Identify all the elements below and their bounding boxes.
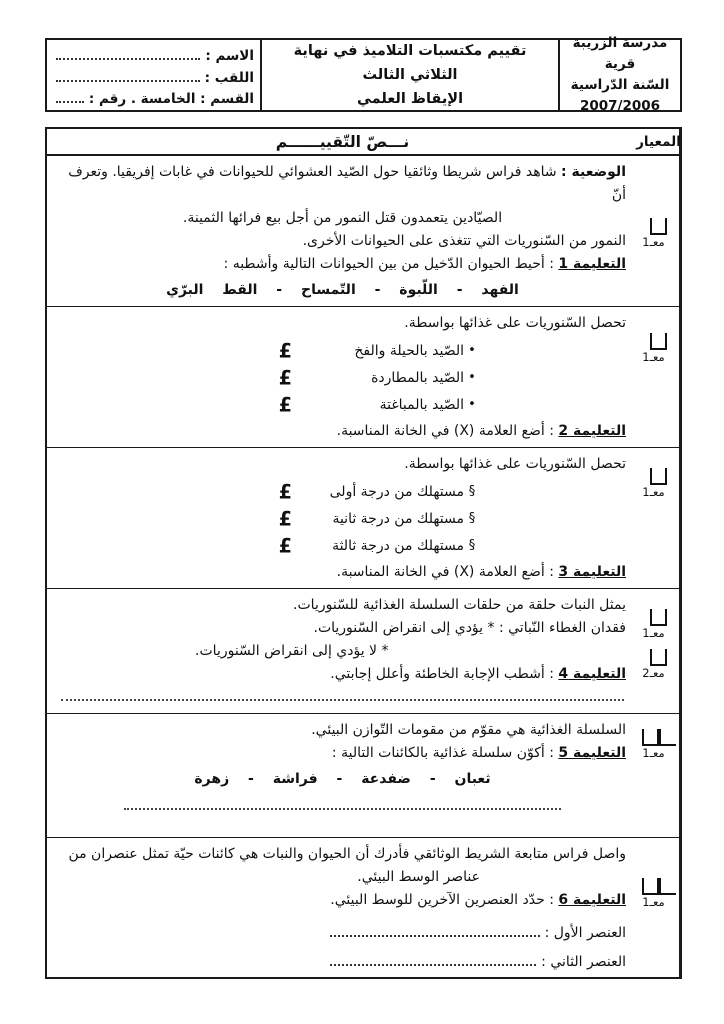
list-item: • الصّيد بالحيلة والفخ £ — [279, 337, 480, 364]
criterion-box[interactable] — [650, 609, 667, 626]
statement-line-3: * لا يؤدي إلى انقراض السّنوريات. — [195, 643, 389, 659]
criterion-mark — [642, 649, 669, 680]
bullet-icon: • — [468, 370, 476, 385]
class-label: القسم : الخامسة . رقم : — [88, 90, 254, 107]
criterion-mark — [642, 878, 676, 909]
criterion-mark — [642, 468, 669, 499]
list-item: § مستهلك من درجة ثالثة £ — [279, 532, 480, 559]
criterion-box[interactable] — [650, 468, 667, 485]
criterion-mark — [642, 729, 676, 760]
bullet-icon: • — [468, 343, 476, 358]
criterion-cell-5 — [638, 714, 680, 837]
criterion-mark — [642, 333, 669, 364]
exercise-5-content — [47, 714, 638, 837]
exercise-row-5 — [47, 713, 680, 837]
checkbox-glyph[interactable]: £ — [278, 506, 292, 531]
instruction-4-label: التعليمة 4 — [558, 666, 626, 682]
criterion-header: المعيار — [638, 129, 680, 154]
name-label: الاسم : — [205, 48, 254, 65]
instruction-2-label: التعليمة 2 — [558, 423, 626, 439]
list-item: • الصّيد بالمطاردة £ — [279, 364, 480, 391]
exercise-row-2 — [47, 306, 680, 447]
criterion-label: معـ1 — [642, 626, 665, 640]
exercise-6-content — [47, 838, 638, 977]
criterion-label: معـ1 — [642, 350, 665, 364]
criterion-label: معـ1 — [642, 895, 665, 909]
criterion-box[interactable] — [650, 218, 667, 235]
intro-line: تحصل السّنوريات على غذائها بواسطة. — [404, 456, 626, 472]
answer-line[interactable] — [61, 697, 624, 701]
bullet-icon: • — [468, 397, 476, 412]
statement-line-1: يمثل النبات حلقة من حلقات السلسلة الغذائية للسّنوريات. — [293, 597, 626, 613]
exercise-3-content — [47, 448, 638, 588]
criterion-cell-2 — [638, 307, 680, 447]
situation-line-2: الصيّادين يتعمدون قتل النمور من أجل بيع فرائها الثمينة. — [182, 210, 503, 226]
instruction-6-label: التعليمة 6 — [558, 892, 626, 908]
header-table — [45, 35, 682, 114]
checkbox-glyph[interactable]: £ — [278, 338, 292, 363]
instruction-3: التعليمة 3 : أضع العلامة (X) في الخانة المناسبة. — [336, 564, 626, 580]
criterion-label: معـ1 — [642, 746, 665, 760]
table-header-row — [47, 129, 680, 155]
school-year-value: 2007/2006 — [579, 98, 661, 114]
statement-line-1: واصل فراس متابعة الشريط الوثائقي فأدرك أن الحيوان والنبات هي كائنات حيّة تمثل عنصران من — [68, 846, 626, 862]
criterion-cell-6 — [638, 838, 680, 977]
instruction-1: التعليمة 1 : أحيط الحيوان الدّخيل من بين الحيوانات التالية وأشطبه : — [223, 256, 626, 272]
instruction-1-label: التعليمة 1 — [558, 256, 626, 272]
instruction-6: التعليمة 6 : حدّد العنصرين الآخرين للوسط البيئي. — [330, 892, 626, 908]
number-answer-line[interactable] — [56, 100, 84, 103]
name-answer-line[interactable] — [56, 57, 200, 60]
exam-title-cell — [260, 40, 558, 110]
exercise-4-content — [47, 589, 638, 713]
exercise-row-4 — [47, 588, 680, 713]
class-number-field — [53, 86, 254, 107]
criterion-label: معـ2 — [642, 666, 665, 680]
instruction-4: التعليمة 4 : أشطب الإجابة الخاطئة وأعلل إجابتي. — [330, 666, 626, 682]
criterion-label: معـ1 — [642, 485, 665, 499]
second-element-label: العنصر الثاني : — [541, 954, 626, 970]
exercise-row-6 — [47, 837, 680, 977]
statement-line-2: فقدان الغطاء النّباتي : * يؤدي إلى انقراض السّنوريات. — [313, 620, 626, 636]
evaluation-table — [45, 127, 682, 979]
first-element-answer-line[interactable] — [330, 934, 540, 937]
bullet-icon: § — [468, 511, 476, 526]
school-year-label: السّنة الدّراسية — [570, 77, 670, 93]
instruction-5-label: التعليمة 5 — [558, 745, 626, 761]
list-item: • الصّيد بالمباغتة £ — [279, 391, 480, 418]
school-info-cell — [558, 35, 680, 114]
first-element-field — [327, 925, 626, 941]
situation-line-3: النمور من السّنوريات التي تتغذى على الحيوانات الأخرى. — [302, 233, 626, 249]
situation-line-1: الوضعية : شاهد فراس شريطا وثائقيا حول الصّيد العشوائي للحيوانات في غابات إفريقيا. وتعرف أنّ — [68, 164, 626, 203]
student-info-cell — [47, 40, 260, 110]
criterion-box[interactable] — [650, 649, 667, 666]
instruction-5: التعليمة 5 : أكوّن سلسلة غذائية بالكائنات التالية : — [331, 745, 626, 761]
name-field — [53, 43, 254, 64]
criterion-label: معـ1 — [642, 235, 665, 249]
bullet-icon: § — [468, 538, 476, 553]
second-element-answer-line[interactable] — [330, 963, 536, 966]
checkbox-glyph[interactable]: £ — [278, 392, 292, 417]
exercise-row-3 — [47, 447, 680, 588]
evaluation-text-header: نـــصّ التّقييــــــم — [275, 133, 410, 151]
answer-line[interactable] — [124, 806, 561, 810]
school-name: مدرسة الزريبة قرية — [572, 35, 668, 72]
subject-title: الإيقاظ العلمي — [356, 91, 464, 107]
surname-field — [53, 64, 254, 85]
instruction-2: التعليمة 2 : أضع العلامة (X) في الخانة المناسبة. — [336, 423, 626, 439]
bullet-icon: § — [468, 484, 476, 499]
exercise-row-1 — [47, 155, 680, 306]
list-item: § مستهلك من درجة ثانية £ — [279, 505, 480, 532]
checkbox-glyph[interactable]: £ — [278, 533, 292, 558]
checkbox-glyph[interactable]: £ — [278, 365, 292, 390]
criterion-mark — [642, 218, 669, 249]
criterion-box[interactable] — [642, 878, 676, 895]
criterion-box[interactable] — [650, 333, 667, 350]
first-element-label: العنصر الأول : — [544, 925, 626, 941]
criterion-cell-3 — [638, 448, 680, 588]
situation-label: الوضعية : — [561, 164, 626, 180]
surname-label: اللقب : — [204, 69, 254, 86]
criterion-cell-1 — [638, 156, 680, 306]
exercise-2-content — [47, 307, 638, 447]
consumer-levels-list — [279, 478, 480, 559]
checkbox-glyph[interactable]: £ — [278, 479, 292, 504]
criterion-box[interactable] — [642, 729, 676, 746]
statement-line-2: عناصر الوسط البيئي. — [357, 869, 480, 885]
criterion-cell-4 — [638, 589, 680, 713]
surname-answer-line[interactable] — [56, 79, 200, 82]
organism-options[interactable]: ثعبان - ضفدعة - فراشة - زهرة — [194, 771, 491, 787]
animal-options[interactable]: الفهد - اللّبوة - التّمساح - القط البرّي — [166, 282, 519, 298]
instruction-3-label: التعليمة 3 — [558, 564, 626, 580]
intro-line: تحصل السّنوريات على غذائها بواسطة. — [404, 315, 626, 331]
exercise-1-content — [47, 156, 638, 306]
criterion-mark — [642, 609, 669, 640]
second-element-field — [327, 954, 626, 970]
hunting-methods-list — [279, 337, 480, 418]
list-item: § مستهلك من درجة أولى £ — [279, 478, 480, 505]
exam-title: تقييم مكتسبات التلاميذ في نهاية الثلاثي الثالث — [293, 43, 527, 83]
statement-line-1: السلسلة الغذائية هي مقوّم من مقومات التّوازن البيئي. — [311, 722, 626, 738]
